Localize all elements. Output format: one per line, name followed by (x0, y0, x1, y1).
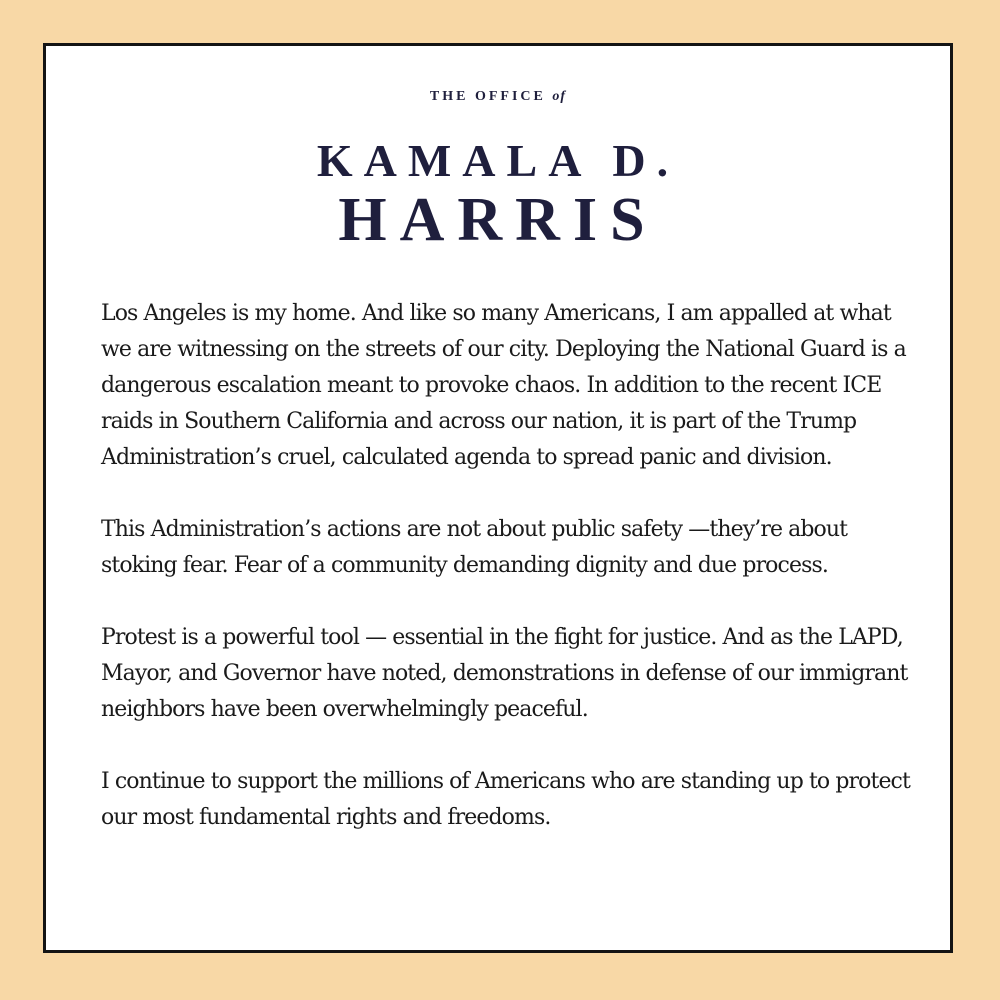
statement-paragraph-2: This Administration’s actions are not about public safety —they’re about stoking fear. Fear of a community demanding dignity and due process. (101, 517, 848, 578)
statement-paragraph-3: Protest is a powerful tool — essential in the fight for justice. And as the LAPD, Mayor, and Governor have noted, demonstrations in defense of our immigrant neighbors have been overwhelmingly peaceful. (101, 625, 908, 722)
office-suffix: of (552, 89, 567, 104)
statement-paragraph-1: Los Angeles is my home. And like so many Americans, I am appalled at what we are witnessing on the streets of our city. Deploying the National Guard is a dangerous escalation meant to provoke chaos. In addition to the recent ICE raids in Southern California and across our nation, it is part of the Trump Administration’s cruel, calculated agenda to spread panic and division. (101, 301, 906, 470)
statement-paragraph-4: I continue to support the millions of Americans who are standing up to protect our most fundamental rights and freedoms. (101, 769, 910, 830)
office-heading (46, 89, 950, 105)
statement-body (101, 296, 911, 872)
name-last-line: HARRIS (338, 186, 658, 254)
statement-card (43, 43, 953, 953)
office-prefix: THE OFFICE (429, 89, 546, 104)
name-first-line: KAMALA D. (316, 135, 680, 186)
